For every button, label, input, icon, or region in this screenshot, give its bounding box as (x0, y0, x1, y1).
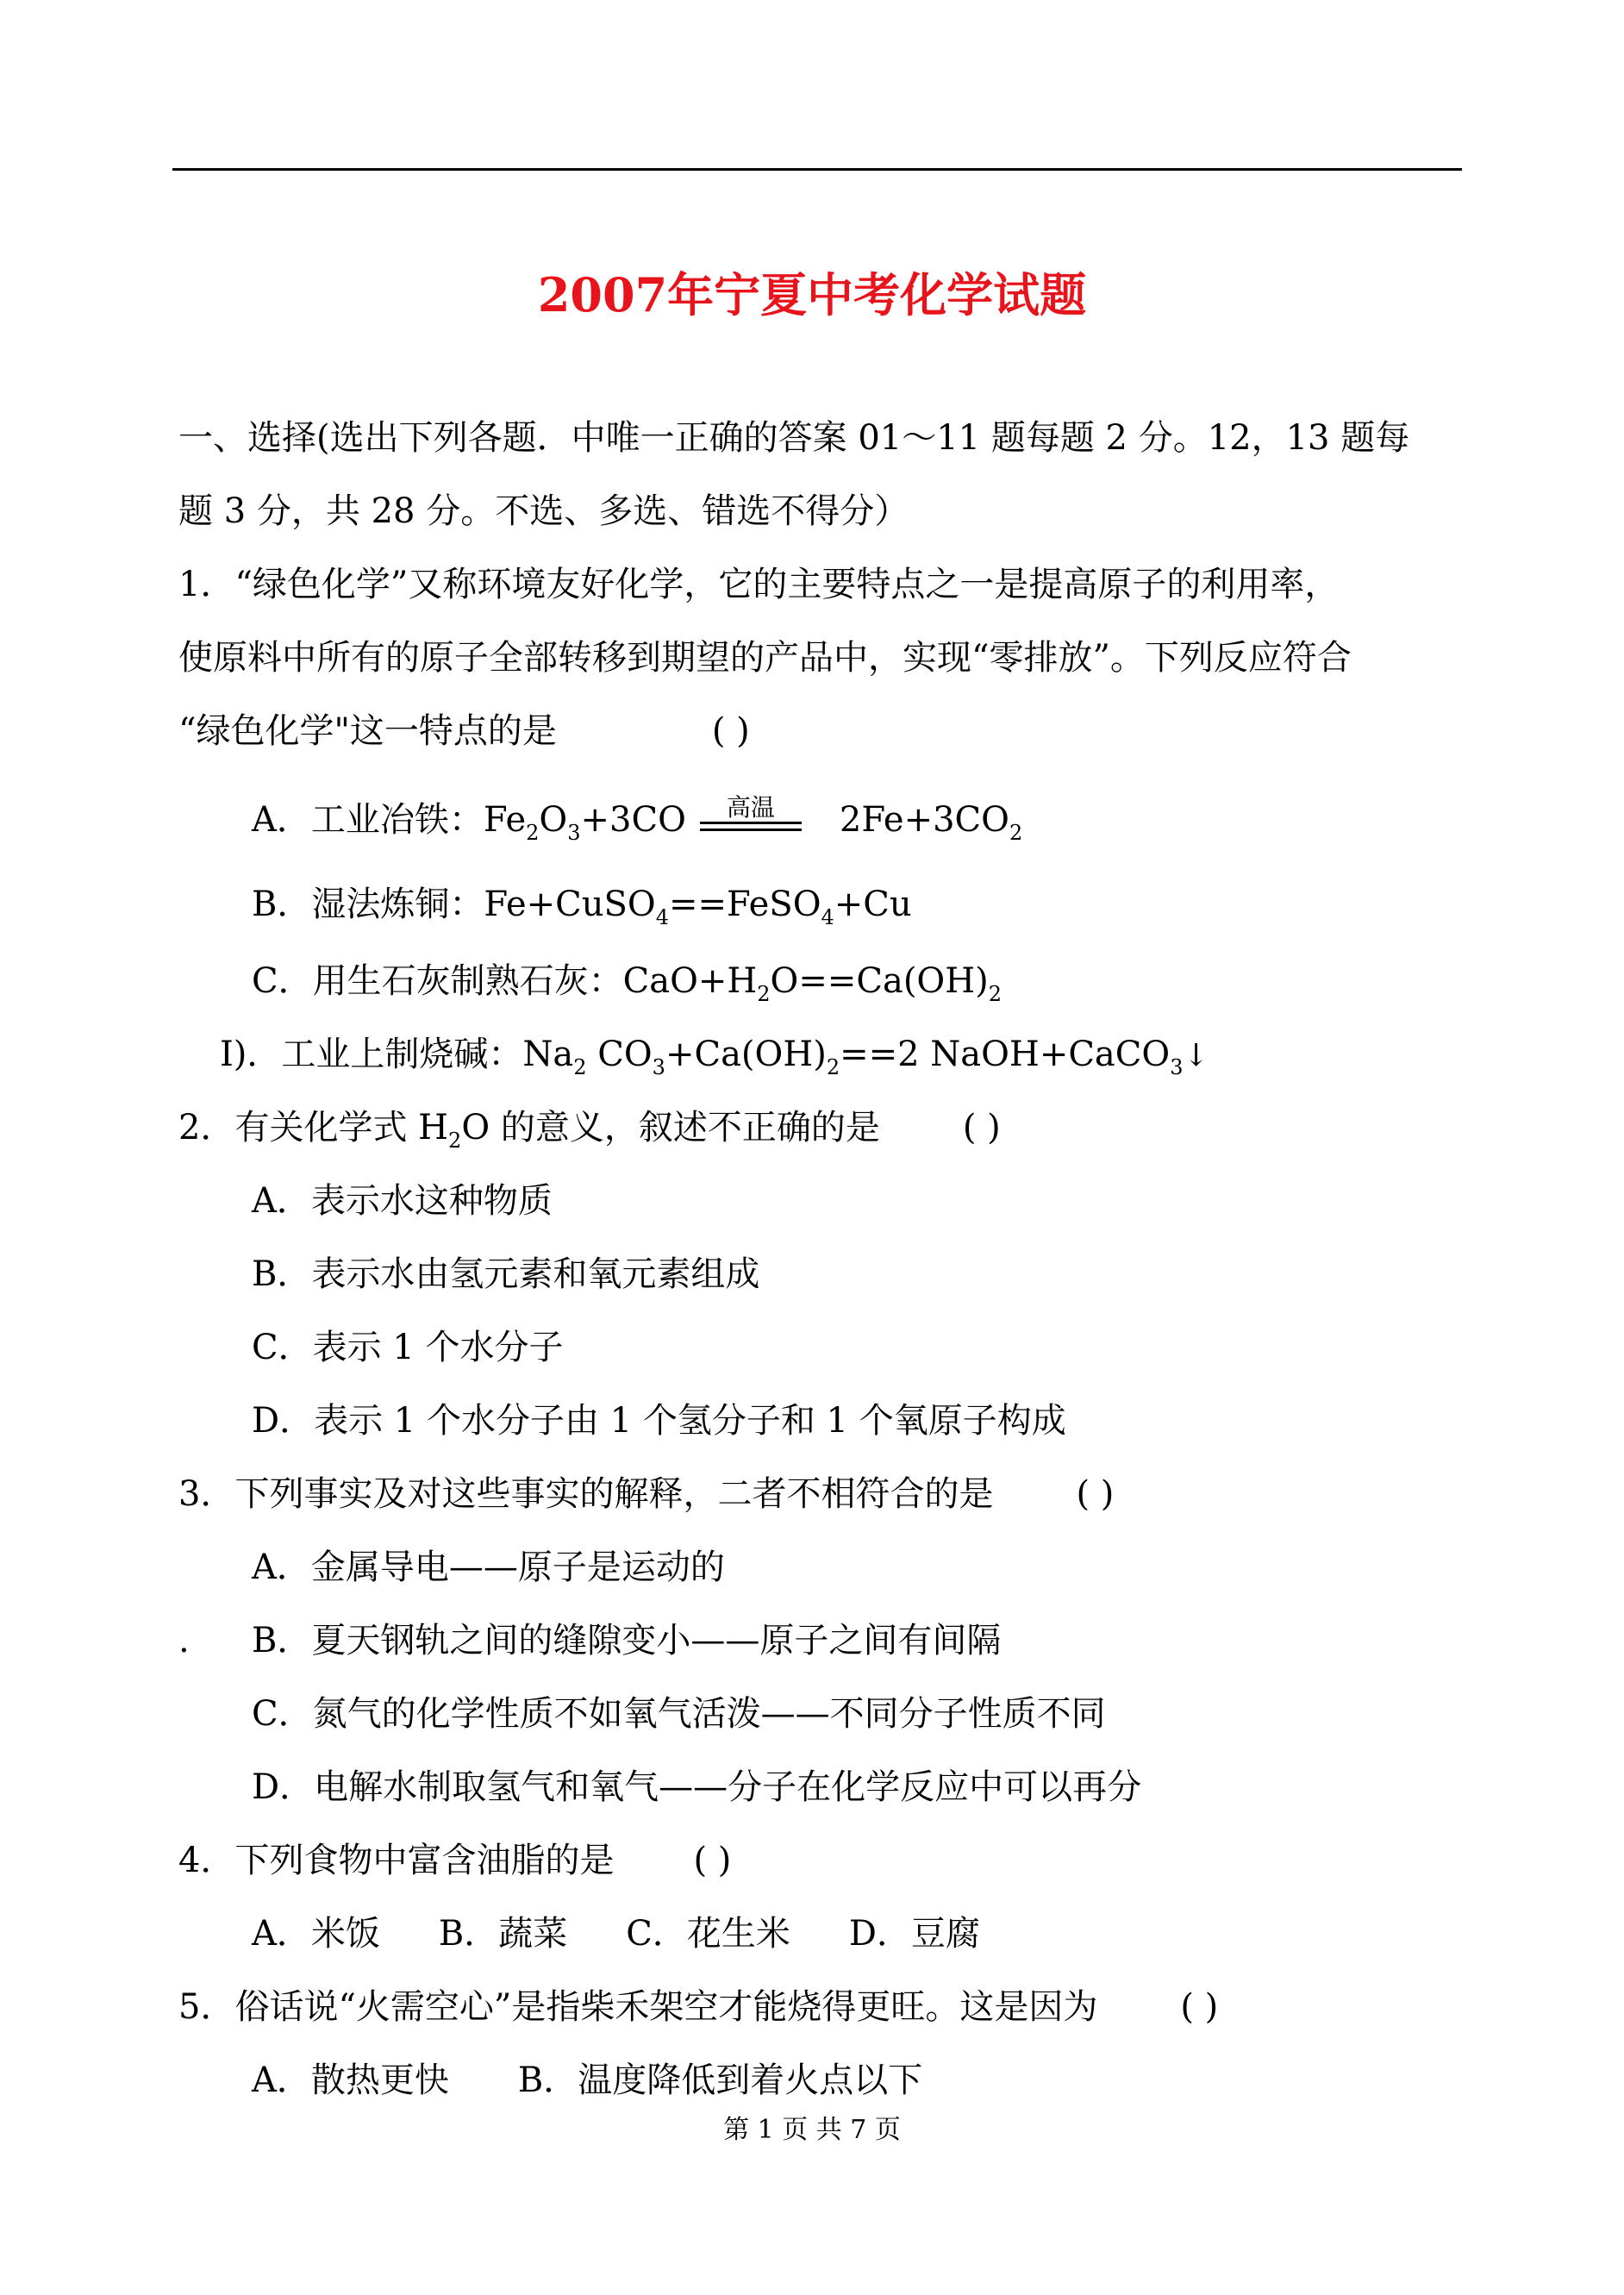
q5-stem-text: 5．俗话说“火需空心”是指柴禾架空才能烧得更旺。这是因为 (178, 1987, 1098, 2027)
question-1-stem-line-1: 1．“绿色化学”又称环境友好化学，它的主要特点之一是提高原子的利用率， (178, 565, 1340, 604)
question-2-option-a: A．表示水这种物质 (252, 1181, 553, 1221)
precipitate-arrow-icon: ↓ (1183, 1038, 1209, 1073)
question-4-option-b: B．蔬菜 (438, 1914, 568, 1954)
eq-a-rest: +3CO (580, 800, 686, 840)
question-4-stem (178, 1838, 731, 1883)
eq-b-p3: +Cu (834, 885, 912, 924)
eq-b-p1: Fe+CuSO (484, 885, 656, 924)
eq-b-p2: ==FeSO (669, 885, 821, 924)
section-instructions-line-2: 题 3 分，共 28 分。不选、多选、错选不得分） (178, 491, 909, 531)
question-4-option-c: C．花生米 (626, 1914, 790, 1954)
question-1-option-d (220, 1032, 1209, 1079)
eq-b-sub-1: 4 (655, 905, 670, 929)
question-4-options (252, 1911, 980, 1956)
question-1-stem-line-2: 使原料中所有的原子全部转移到期望的产品中，实现“零排放”。下列反应符合 (178, 638, 1352, 678)
eq-d-p4: ==2 NaOH+CaCO (840, 1035, 1171, 1074)
question-4-option-a: A．米饭 (252, 1914, 380, 1954)
eq-a-product-sub: 2 (1009, 821, 1023, 845)
eq-a-sub-1: 2 (526, 821, 540, 845)
eq-c-sub-2: 2 (988, 982, 1002, 1006)
stray-dot: . (178, 1621, 190, 1660)
question-5-option-b: B．温度降低到着火点以下 (517, 2060, 923, 2100)
q2-stem-pre: 2．有关化学式 H (178, 1108, 449, 1148)
eq-a-product: 2Fe+3CO (839, 800, 1009, 840)
eq-d-p3: +Ca(OH) (665, 1035, 827, 1074)
option-a-label: A．工业冶铁： (252, 800, 484, 840)
eq-d-p2: CO (586, 1035, 653, 1074)
question-3-option-a: A．金属导电——原子是运动的 (252, 1548, 725, 1587)
question-1-stem-line-3 (178, 709, 750, 754)
q3-stem-text: 3．下列事实及对这些事实的解释，二者不相符合的是 (178, 1474, 994, 1514)
question-3-option-d: D．电解水制取氢气和氧气——分子在化学反应中可以再分 (252, 1767, 1142, 1807)
question-1-option-a (252, 793, 1023, 845)
eq-d-sub-1: 2 (573, 1055, 587, 1079)
question-2-option-c: C．表示 1 个水分子 (252, 1328, 564, 1367)
eq-d-p1: Na (522, 1035, 574, 1074)
question-1-option-c (252, 959, 1002, 1004)
q2-stem-sub: 2 (448, 1129, 462, 1153)
eq-d-sub-4: 3 (1170, 1055, 1184, 1079)
eq-a-fe: Fe (483, 800, 527, 840)
question-3-answer-paren: ( ) (1076, 1474, 1115, 1514)
option-c-label: C．用生石灰制熟石灰： (252, 961, 623, 1001)
document-title: 2007年宁夏中考化学试题 (537, 267, 1087, 322)
question-2-option-d: D．表示 1 个水分子由 1 个氢分子和 1 个氧原子构成 (252, 1401, 1066, 1441)
eq-c-sub-1: 2 (757, 982, 771, 1006)
question-2-answer-paren: ( ) (962, 1108, 1001, 1148)
question-3-option-b: B．夏天钢轨之间的缝隙变小——原子之间有间隔 (252, 1621, 1002, 1660)
question-5-options (252, 2058, 922, 2103)
eq-a-sub-2: 3 (567, 821, 581, 845)
section-instructions-line-1: 一、选择(选出下列各题．中唯一正确的答案 01～11 题每题 2 分。12，13 题每 (178, 418, 1410, 458)
question-1-stem-text: “绿色化学"这一特点的是 (178, 711, 557, 751)
question-1-answer-paren: ( ) (711, 711, 750, 751)
eq-c-p2: O==Ca(OH) (770, 961, 989, 1001)
eq-d-sub-2: 3 (652, 1055, 665, 1079)
eq-c-p1: CaO+H (622, 961, 758, 1001)
eq-d-sub-3: 2 (826, 1055, 840, 1079)
question-5-answer-paren: ( ) (1180, 1987, 1219, 2027)
question-1-option-b (252, 882, 912, 927)
header-rule (172, 168, 1462, 171)
eq-b-sub-2: 4 (821, 905, 834, 929)
option-d-label: I)．工业上制烧碱： (220, 1035, 523, 1074)
reaction-condition-arrow (700, 793, 802, 842)
question-2-option-b: B．表示水由氢元素和氧元素组成 (252, 1254, 760, 1294)
q4-stem-text: 4．下列食物中富含油脂的是 (178, 1841, 615, 1880)
question-5-stem (178, 1985, 1218, 2029)
question-4-option-d: D．豆腐 (848, 1914, 980, 1954)
question-2-stem (178, 1105, 1001, 1153)
eq-a-o: O (539, 800, 568, 840)
question-3-option-c: C．氮气的化学性质不如氧气活泼——不同分子性质不同 (252, 1694, 1106, 1734)
question-3-stem (178, 1472, 1114, 1516)
question-5-option-a: A．散热更快 (252, 2060, 449, 2100)
reaction-condition-text: 高温 (726, 793, 775, 822)
option-b-label: B．湿法炼铜： (252, 885, 484, 924)
page-footer: 第 1 页 共 7 页 (723, 2115, 901, 2145)
q2-stem-post: O 的意义，叙述不正确的是 (461, 1108, 880, 1148)
question-4-answer-paren: ( ) (693, 1841, 732, 1880)
